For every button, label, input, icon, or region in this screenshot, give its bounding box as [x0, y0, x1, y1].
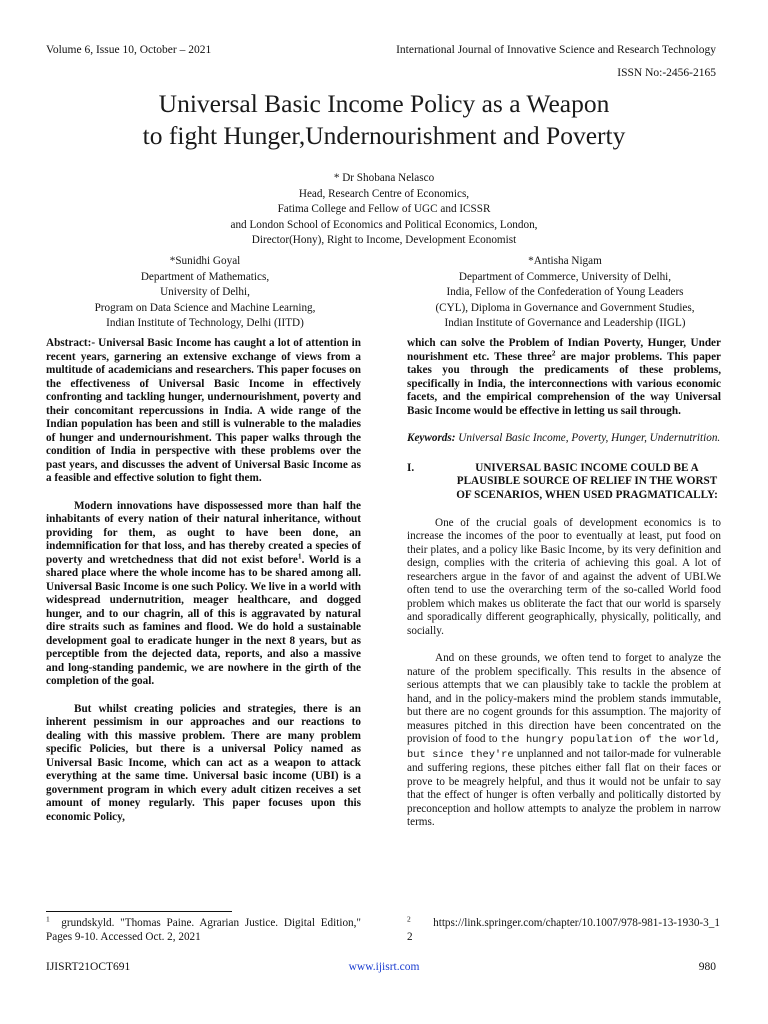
paragraph-text: And on these grounds, we often tend to forget to analyze the nature of the problem specifically. This results in the absence of serious attempts that we can plausibly take to tackle the problem at hand, and in the policy-makers mind the problem stands immutable, but there are no cogent grounds for this assumption. The majority of measures pitched in this direction have been concentrated on the provision of food to	[407, 652, 721, 746]
body-paragraph	[407, 337, 721, 418]
body-paragraph: But whilst creating policies and strategies, there is an inherent pessimism in our approaches and our reactions to dealing with this massive problem. There are many problem specific Policies, but there is a universal Policy named as Universal Basic Income, which can act as a weapon to attack everything at the same time. Universal basic income (UBI) is a government program in which every adult citizen receives a set amount of money regularly. This paper focuses upon this economic Policy,	[46, 702, 361, 823]
left-column	[46, 337, 361, 824]
paragraph-text: which can solve the Problem of Indian Poverty, Hunger, Under nourishment etc. These three	[407, 337, 721, 363]
author-affiliation: Head, Research Centre of Economics,	[298, 187, 470, 200]
right-author-block	[400, 254, 730, 332]
paragraph-text: Modern innovations have dispossessed more than half the inhabitants of every nation of their natural inheritance, without providing for them, as ought to have been done, an indemnification for that loss, and has thereby created a species of poverty and wretchedness that did not exist before	[46, 499, 361, 566]
left-author-block	[46, 254, 364, 332]
footnote-2	[407, 914, 721, 944]
footnote-number: 2	[407, 914, 411, 924]
body-paragraph: One of the crucial goals of development economics is to increase the incomes of the poor to eventually at least, put food on their plates, and a policy like Basic Income, by its very definition and design, complies with the criteria of achieving this goal. A lot of researchers argue in the favor of and against the advent of UBI.We often tend to use the overarching term of the so-called World food problem which makes us obliterate the fact that our world is sparsely and sporadically different geographically, physically, politically, and socially.	[407, 516, 721, 637]
journal-volume: Volume 6, Issue 10, October – 2021	[46, 44, 212, 56]
author-affiliation: Program on Data Science and Machine Learning,	[94, 301, 316, 314]
journal-website-link[interactable]: www.ijisrt.com	[348, 961, 420, 973]
author-affiliation: Fatima College and Fellow of UGC and ICSSR	[277, 203, 491, 216]
author-name: * Dr Shobana Nelasco	[333, 172, 435, 184]
paragraph-text: are major problems. This paper takes you through the predicaments of these problems, specifically in India, the interconnections with various economic facets, and the empirical comprehension of the way Universal Basic Income would be effective in letting us sail through.	[407, 350, 722, 417]
author-affiliation: Director(Hony), Right to Income, Development Economist	[251, 234, 517, 247]
issn: ISSN No:-2456-2165	[617, 67, 716, 79]
author-affiliation: University of Delhi,	[160, 286, 250, 299]
author-name: *Sunidhi Goyal	[169, 255, 241, 267]
footnote-text: grundskyld. "Thomas Paine. Agrarian Justice. Digital Edition," Pages 9-10. Accessed Oct. 2, 2021	[46, 917, 362, 943]
journal-name: International Journal of Innovative Science and Research Technology	[396, 44, 716, 56]
paragraph-text-mono: the hungry population of the world, but since they're	[407, 734, 721, 761]
footnote-marker: 2	[551, 347, 556, 357]
keywords	[407, 432, 721, 446]
title-line-2: to fight Hunger,Undernourishment and Poverty	[142, 121, 626, 150]
title-line-1: Universal Basic Income Policy as a Weapon	[158, 89, 610, 118]
paragraph-text: unplanned and not tailor-made for vulnerable and suffering regions, these pitches either fall flat on their faces or prove to be meagrely helpful, and thus it would not be unfair to say that the effect of hunger is often verbally and politically distorted by preconception and hollow attempts to analyze the problem in narrow terms.	[407, 747, 721, 829]
abstract: Abstract:- Universal Basic Income has caught a lot of attention in recent years, garnering an extensive exchange of views from a multitude of academicians and researchers. This paper focuses on the effectiveness of Universal Basic Income in effectively confronting and tackling hunger, undernourishment, poverty and their concomitant repercussions in India. A wide range of the Indian population has been and still is vulnerable to the maladies of hunger and undernourishment. This paper walks through the condition of India in perspective with these problems over the past years, and discusses the advent of Universal Basic Income as a feasible and effective solution to fight them.	[46, 337, 361, 484]
author-affiliation: Indian Institute of Governance and Leadership (IIGL)	[444, 317, 686, 330]
footnote-number: 1	[46, 914, 50, 924]
section-heading	[407, 462, 721, 503]
author-affiliation: and London School of Economics and Political Economics, London,	[230, 218, 538, 231]
author-name: *Antisha Nigam	[528, 255, 602, 267]
author-affiliation: India, Fellow of the Confederation of Young Leaders	[446, 286, 684, 299]
section-number: I.	[407, 461, 415, 474]
paper-title	[40, 88, 728, 152]
body-paragraph	[46, 500, 361, 689]
footnote-marker: 1	[297, 550, 302, 560]
author-affiliation: Indian Institute of Technology, Delhi (IITD)	[106, 317, 304, 330]
article-id: IJISRT21OCT691	[46, 961, 131, 973]
author-affiliation: Department of Commerce, University of Delhi,	[458, 270, 672, 283]
keywords-text: Universal Basic Income, Poverty, Hunger, Undernutrition.	[455, 432, 721, 444]
footnote-text: https://link.springer.com/chapter/10.1007/978-981-13-1930-3_12	[407, 917, 720, 943]
keywords-label: Keywords:	[407, 432, 456, 444]
footnote-rule	[46, 911, 232, 912]
page-number: 980	[698, 961, 716, 973]
right-column	[407, 337, 721, 830]
author-affiliation: Department of Mathematics,	[140, 270, 270, 283]
footnote-1	[46, 914, 362, 944]
main-author-block	[140, 171, 628, 249]
paragraph-text: . World is a shared place where the whole income has to be shared among all. Universal Basic Income is one such Policy. We live in a world with widespread undernutrition, meager healthcare, and dogged hunger, and to our chagrin, all of this is aggravated by natural dire straits such as famines and flood. We do hold a sustainable development goal to eradicate hunger in the next 8 years, but as perceptible from the dejected data, reports, and also a massive and long-standing pandemic, we are nowhere in the girth of the completion of the goal.	[46, 553, 362, 687]
author-affiliation: (CYL), Diploma in Governance and Government Studies,	[435, 301, 695, 314]
body-paragraph	[407, 652, 721, 830]
section-title: UNIVERSAL BASIC INCOME COULD BE A PLAUSIBLE SOURCE OF RELIEF IN THE WORST OF SCENARIOS, WHEN USED PRAGMATICALLY:	[456, 461, 718, 502]
